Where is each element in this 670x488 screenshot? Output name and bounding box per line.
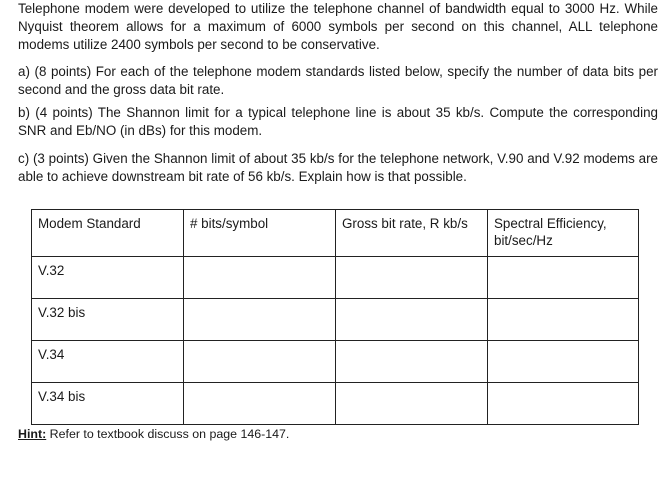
- cell-gross-bit-rate: [336, 341, 488, 383]
- cell-bits-per-symbol: [184, 341, 336, 383]
- cell-spectral-efficiency: [488, 383, 639, 425]
- cell-modem-standard: V.34 bis: [32, 383, 184, 425]
- intro-paragraph: Telephone modem were developed to utilize the telephone channel of bandwidth equal to 3000 Hz. While Nyquist theorem allows for a maximum of 6000 symbols per second on this channel, ALL telephone modems utilize 2400 symbols per second to be conservative.: [18, 1, 658, 52]
- cell-bits-per-symbol: [184, 257, 336, 299]
- cell-spectral-efficiency: [488, 341, 639, 383]
- table-row: [32, 341, 639, 383]
- table-row: [32, 299, 639, 341]
- question-part-c: c) (3 points) Given the Shannon limit of about 35 kb/s for the telephone network, V.90 and V.92 modems are able to achieve downstream bit rate of 56 kb/s. Explain how is that possible.: [18, 151, 658, 184]
- modem-standards-table: [31, 209, 639, 425]
- cell-modem-standard: V.32 bis: [32, 299, 184, 341]
- table-header-row: [32, 210, 639, 257]
- cell-modem-standard: V.34: [32, 341, 184, 383]
- hint-label: Hint:: [18, 427, 47, 441]
- cell-spectral-efficiency: [488, 299, 639, 341]
- cell-gross-bit-rate: [336, 257, 488, 299]
- cell-modem-standard: V.32: [32, 257, 184, 299]
- cell-spectral-efficiency: [488, 257, 639, 299]
- cell-gross-bit-rate: [336, 383, 488, 425]
- hint-text: Refer to textbook discuss on page 146-147.: [46, 427, 290, 441]
- hint-note: [18, 426, 289, 442]
- header-bits-per-symbol: # bits/symbol: [184, 210, 336, 257]
- header-gross-bit-rate: Gross bit rate, R kb/s: [336, 210, 488, 257]
- table-row: [32, 383, 639, 425]
- cell-bits-per-symbol: [184, 299, 336, 341]
- table-row: [32, 257, 639, 299]
- question-part-a: a) (8 points) For each of the telephone modem standards listed below, specify the number of data bits per second and the gross data bit rate.: [18, 64, 658, 97]
- question-part-b: b) (4 points) The Shannon limit for a typical telephone line is about 35 kb/s. Compute the corresponding SNR and Eb/NO (in dBs) for this modem.: [18, 105, 658, 138]
- header-modem-standard: Modem Standard: [32, 210, 184, 257]
- cell-bits-per-symbol: [184, 383, 336, 425]
- cell-gross-bit-rate: [336, 299, 488, 341]
- header-spectral-efficiency: Spectral Efficiency, bit/sec/Hz: [488, 210, 639, 257]
